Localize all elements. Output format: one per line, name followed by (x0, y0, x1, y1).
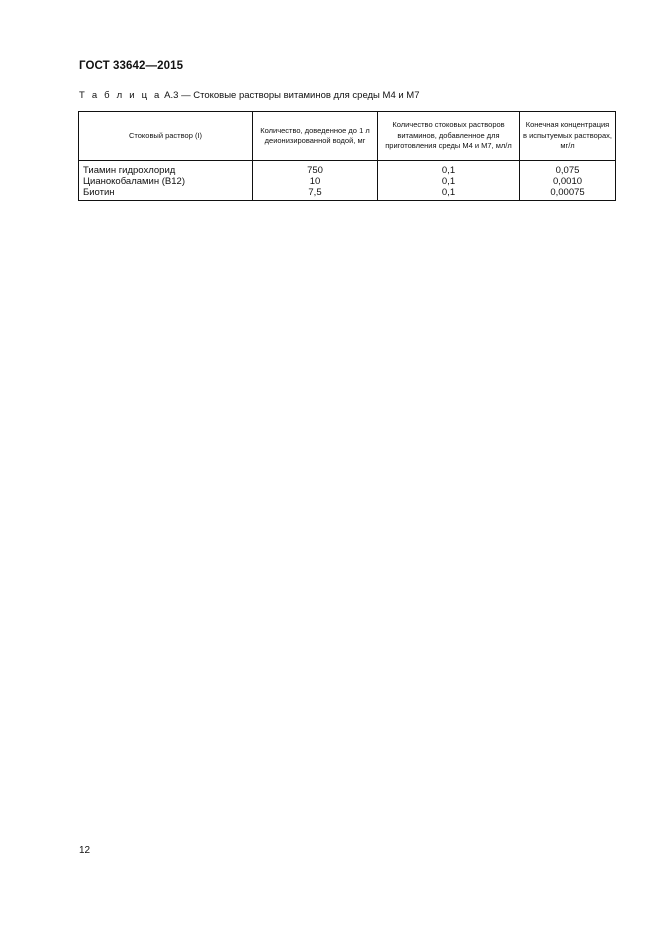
cell-final-concentration: 0,0010 (520, 176, 616, 187)
cell-vitamin-name: Тиамин гидрохлорид (79, 161, 253, 177)
table-row (79, 176, 616, 187)
column-header-stock-volume: Количество стоковых растворов витаминов, добавленное для приготовления среды М4 и М7, мл/л (378, 112, 520, 161)
table-row (79, 161, 616, 177)
cell-amount: 10 (253, 176, 378, 187)
column-header-amount: Количество, доведенное до 1 л деионизированной водой, мг (253, 112, 378, 161)
vitamin-stock-table (78, 111, 616, 201)
table-caption (79, 90, 420, 101)
table-caption-label: Т а б л и ц а (79, 90, 162, 101)
cell-amount: 750 (253, 161, 378, 177)
page-number: 12 (79, 845, 91, 856)
cell-vitamin-name: Биотин (79, 187, 253, 201)
table-header-row (79, 112, 616, 161)
cell-final-concentration: 0,00075 (520, 187, 616, 201)
document-code: ГОСТ 33642—2015 (79, 60, 184, 72)
column-header-stock-solution: Стоковый раствор (I) (79, 112, 253, 161)
cell-amount: 7,5 (253, 187, 378, 201)
cell-final-concentration: 0,075 (520, 161, 616, 177)
table-row (79, 187, 616, 201)
cell-vitamin-name: Цианокобаламин (В12) (79, 176, 253, 187)
cell-stock-volume: 0,1 (378, 161, 520, 177)
table-caption-title: А.3 — Стоковые растворы витаминов для среды М4 и М7 (161, 90, 420, 101)
cell-stock-volume: 0,1 (378, 187, 520, 201)
cell-stock-volume: 0,1 (378, 176, 520, 187)
column-header-final-concentration: Конечная концентрация в испытуемых растворах, мг/л (520, 112, 616, 161)
